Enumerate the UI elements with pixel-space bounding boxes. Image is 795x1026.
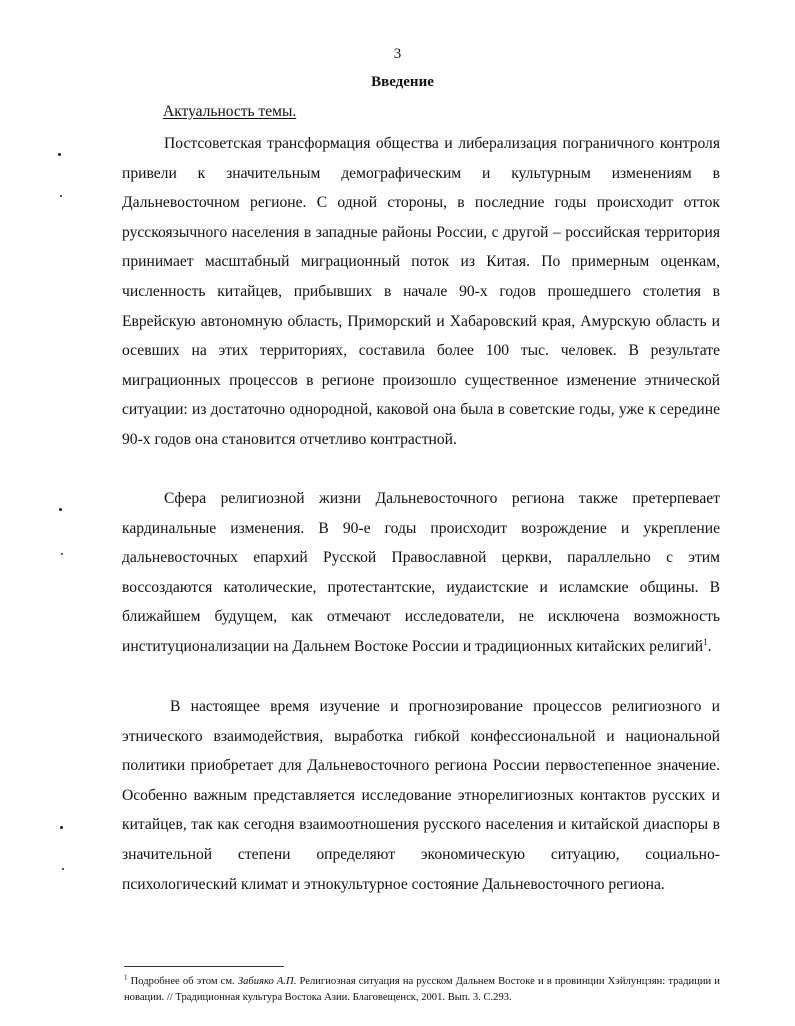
- scan-speck: [60, 195, 62, 197]
- scan-speck: [61, 553, 63, 555]
- scan-speck: [62, 868, 64, 870]
- scan-speck: [58, 153, 61, 156]
- paragraph-2: [122, 484, 720, 662]
- scan-speck: [60, 826, 63, 829]
- section-subheading: Актуальность темы.: [163, 103, 297, 120]
- footnote-reference[interactable]: 1: [703, 636, 708, 647]
- footnote-divider: [124, 966, 284, 967]
- paragraph-2-end: .: [707, 637, 712, 655]
- paragraph-1: Постсоветская трансформация общества и либерализация пограничного контроля привели к значительным демографическим и культурным изменениям в Дальневосточном регионе. С одной стороны, в последние годы происходит отток русскоязычного населения в западные районы России, с другой – российская территория принимает масштабный миграционный поток из Китая. По примерным оценкам, численность китайцев, прибывших в начале 90-х годов прошедшего столетия в Еврейскую автономную область, Приморский и Хабаровский края, Амурскую область и осевших на этих территориях, составила более 100 тыс. человек. В результате миграционных процессов в регионе произошло существенное изменение этнической ситуации: из достаточно однородной, каковой она была в советские годы, уже к середине 90-х годов она становится отчетливо контрастной.: [122, 135, 720, 448]
- footnote-author: Забияко А.П.: [237, 976, 297, 987]
- footnote-marker: 1: [124, 973, 128, 982]
- page-title: Введение: [371, 74, 434, 90]
- scan-speck: [59, 508, 62, 511]
- paragraph-3: В настоящее время изучение и прогнозирование процессов религиозного и этнического взаимодействия, выработка гибкой конфессиональной и национальной политики приобретает для Дальневосточного региона России первостепенное значение. Особенно важным представляется исследование этнорелигиозных контактов русских и китайцев, так как сегодня взаимоотношения русского населения и китайской диаспоры в значительной степени определяют экономическую ситуацию, социально-психологический климат и этнокультурное состояние Дальневосточного региона.: [122, 698, 720, 893]
- footnote-lead: Подробнее об этом см.: [130, 976, 235, 987]
- footnote: [124, 974, 720, 1006]
- footnote-citation: Религиозная ситуация на русском Дальнем Востоке и в провинции Хэйлунцзян: традиции и новации. // Традиционная культура Востока Азии. Благовещенск, 2001. Вып. 3. С.293.: [124, 976, 720, 1003]
- paragraph-2-text: Сфера религиозной жизни Дальневосточного региона также претерпевает кардинальные изменения. В 90-е годы происходит возрождение и укрепление дальневосточных епархий Русской Православной церкви, параллельно с этим воссоздаются католические, протестантские, иудаистские и исламские общины. В ближайшем будущем, как отмечают исследователи, не исключена возможность институционализации на Дальнем Востоке России и традиционных китайских религий: [122, 490, 720, 655]
- page-number: 3: [393, 46, 402, 62]
